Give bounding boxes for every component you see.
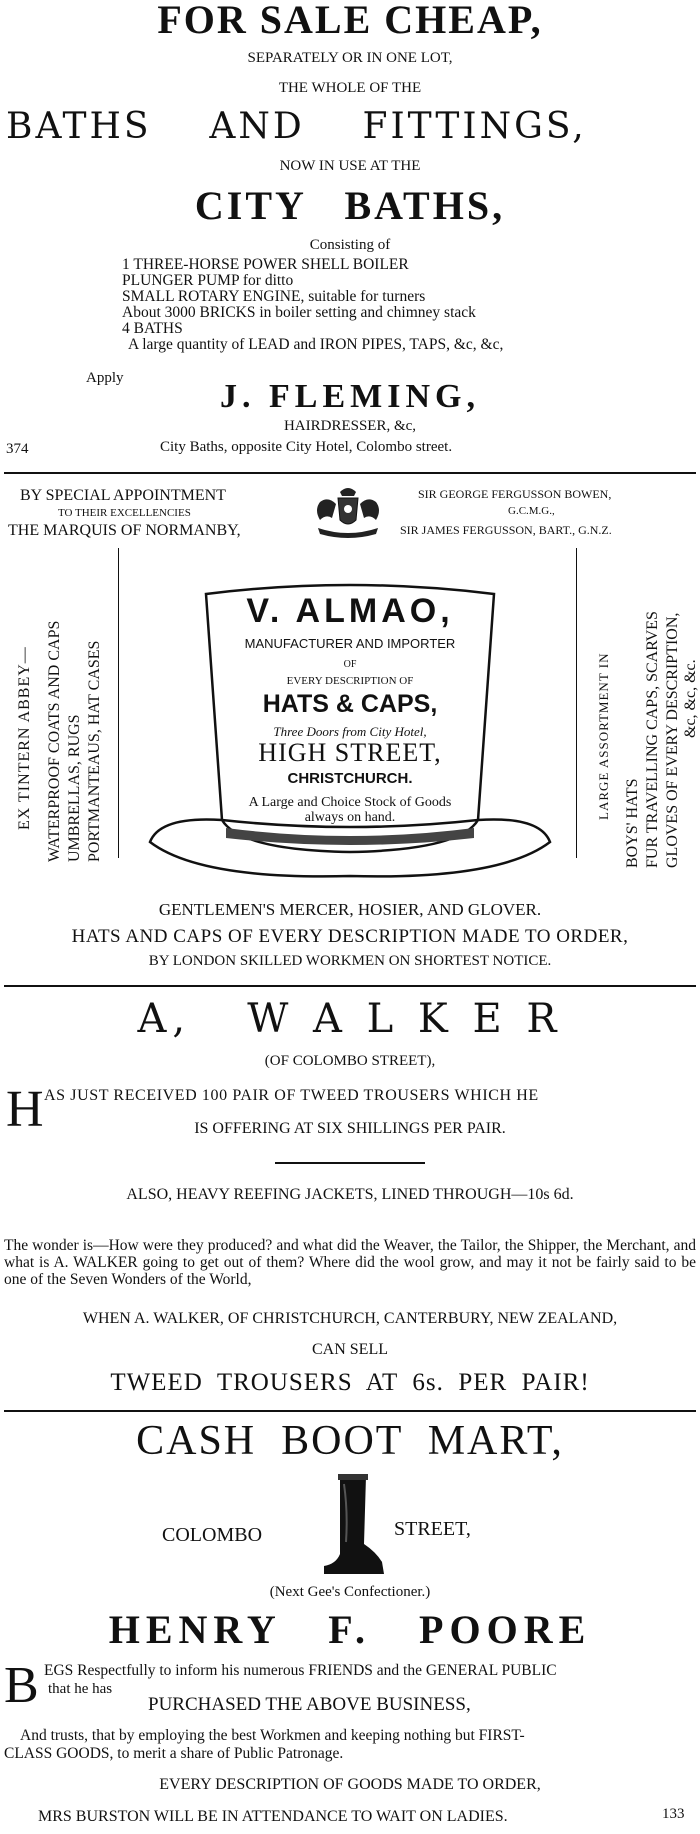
baths-item: SMALL ROTARY ENGINE, suitable for turners [122, 288, 426, 305]
almao-right-v2: BOYS' HATS [624, 778, 641, 868]
hat-stock: A Large and Choice Stock of Goods [248, 795, 452, 810]
almao-right-v1: LARGE ASSORTMENT IN [596, 652, 611, 820]
baths-title2: CITY BATHS, [194, 183, 506, 228]
baths-item: About 3000 BRICKS in boiler setting and chimney stack [122, 304, 476, 321]
baths-items-list [122, 257, 503, 353]
boot-icon [318, 1472, 388, 1580]
almao-excellencies: TO THEIR EXCELLENCIES [58, 507, 191, 519]
divider [4, 1410, 696, 1412]
walker-when: WHEN A. WALKER, OF CHRISTCHURCH, CANTERBURY, NEW ZEALAND, [82, 1310, 618, 1327]
walker-also: ALSO, HEAVY REEFING JACKETS, LINED THROUGH—10s 6d. [126, 1186, 574, 1203]
baths-number: 374 [6, 441, 29, 457]
almao-left-v3: UMBRELLAS, RUGS [66, 714, 83, 862]
boot-burston: MRS BURSTON WILL BE IN ATTENDANCE TO WAIT ON LADIES. [38, 1808, 508, 1825]
hat-every: EVERY DESCRIPTION OF [286, 675, 414, 687]
baths-item: 1 THREE-HORSE POWER SHELL BOILER [122, 256, 409, 273]
baths-headline: FOR SALE CHEAP, [157, 0, 543, 42]
almao-bowen: SIR GEORGE FERGUSSON BOWEN, [418, 487, 612, 501]
boot-colombo: COLOMBO [162, 1524, 263, 1546]
boot-title: CASH BOOT MART, [136, 1418, 564, 1464]
royal-coat-of-arms-icon [310, 484, 386, 540]
walker-name: A, W A L K E R [137, 996, 563, 1042]
hat-hand: always on hand. [304, 810, 396, 825]
boot-name: HENRY F. POORE [108, 1607, 592, 1652]
hat-manu: MANUFACTURER AND IMPORTER [244, 636, 456, 651]
divider [4, 985, 696, 987]
baths-trade: HAIRDRESSER, &c, [283, 418, 417, 434]
hat-city: CHRISTCHURCH. [287, 770, 413, 787]
almao-right-v5: &c, &c, &c. [682, 659, 699, 738]
hat-goods: HATS & CAPS, [262, 690, 438, 718]
almao-left-v1: EX TINTERN ABBEY— [16, 646, 33, 830]
boot-next: (Next Gee's Confectioner.) [269, 1584, 431, 1600]
almao-right-v4: GLOVES OF EVERY DESCRIPTION, [664, 612, 681, 868]
boot-every: EVERY DESCRIPTION OF GOODS MADE TO ORDER, [159, 1776, 541, 1793]
hat-name: V. ALMAO, [246, 592, 454, 630]
almao-footer3: BY LONDON SKILLED WORKMEN ON SHORTEST NOTICE. [148, 953, 552, 969]
baths-item: PLUNGER PUMP for ditto [122, 272, 294, 289]
almao-footer2: HATS AND CAPS OF EVERY DESCRIPTION MADE TO ORDER, [71, 926, 629, 947]
almao-left-v2: WATERPROOF COATS AND CAPS [46, 620, 63, 862]
almao-gcmg: G.C.M.G., [508, 505, 555, 517]
baths-item: A large quantity of LEAD and IRON PIPES, TAPS, &c, &c, [128, 336, 504, 353]
baths-title1: BATHS AND FITTINGS, [6, 106, 587, 147]
baths-consisting: Consisting of [309, 237, 391, 253]
short-divider [275, 1162, 425, 1164]
boot-street: STREET, [394, 1518, 471, 1540]
baths-name: J. FLEMING, [220, 378, 480, 415]
baths-sub2: THE WHOLE OF THE [278, 80, 422, 96]
right-column-rule [576, 548, 577, 858]
boot-trusts1: And trusts, that by employing the best Workmen and keeping nothing but FIRST- [20, 1727, 525, 1744]
walker-dropcap: H [6, 1081, 44, 1138]
almao-marquis: THE MARQUIS OF NORMANBY, [8, 522, 241, 539]
walker-wonder: The wonder is—How were they produced? and what did the Weaver, the Tailor, the Shipper, the Merchant, and what is A. WALKER going to get out of them? Where did the wool grow, and may it not be fairly said to be one of the Seven Wonders of the World, [4, 1237, 696, 1288]
boot-trusts2: CLASS GOODS, to merit a share of Public Patronage. [4, 1745, 344, 1762]
boot-begs2: that he has [48, 1681, 113, 1697]
hat-of: OF [343, 659, 357, 670]
hat-street: HIGH STREET, [258, 738, 442, 767]
divider [4, 472, 696, 474]
boot-dropcap: B [4, 1657, 39, 1714]
almao-right-v3: FUR TRAVELLING CAPS, SCARVES [644, 611, 661, 868]
almao-left-v4: PORTMANTEAUS, HAT CASES [86, 640, 103, 862]
walker-tweed: TWEED TROUSERS AT 6s. PER PAIR! [110, 1369, 590, 1396]
baths-item: 4 BATHS [122, 320, 183, 337]
hat-doors: Three Doors from City Hotel, [273, 724, 427, 739]
walker-line2: IS OFFERING AT SIX SHILLINGS PER PAIR. [194, 1120, 506, 1137]
baths-address: City Baths, opposite City Hotel, Colombo street. [160, 439, 453, 455]
almao-footer1: GENTLEMEN'S MERCER, HOSIER, AND GLOVER. [158, 900, 542, 919]
boot-purchased: PURCHASED THE ABOVE BUSINESS, [148, 1694, 471, 1715]
baths-sub3: NOW IN USE AT THE [279, 158, 421, 174]
walker-cansell: CAN SELL [312, 1341, 388, 1358]
walker-line1: AS JUST RECEIVED 100 PAIR OF TWEED TROUSERS WHICH HE [44, 1087, 539, 1104]
almao-ferguson: SIR JAMES FERGUSSON, BART., G.N.Z. [400, 523, 612, 537]
boot-begs1: EGS Respectfully to inform his numerous FRIENDS and the GENERAL PUBLIC [44, 1662, 557, 1679]
left-column-rule [118, 548, 119, 858]
baths-sub1: SEPARATELY OR IN ONE LOT, [247, 50, 453, 66]
almao-appointment: BY SPECIAL APPOINTMENT [20, 487, 226, 504]
page-number: 133 [662, 1806, 685, 1822]
walker-sub: (OF COLOMBO STREET), [264, 1053, 436, 1069]
baths-apply: Apply [86, 370, 124, 386]
